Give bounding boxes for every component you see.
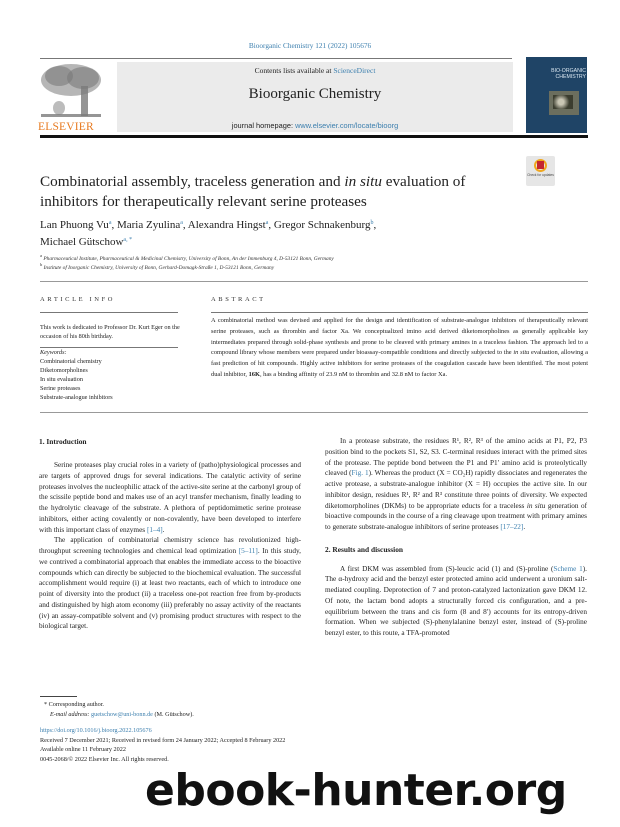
author-list: Lan Phuong Vu$^a$, Maria Zyulina$^a$, Alexandra Hingst$^a$, Gregor Schnakenburg$^b$, Michael Gütschow$^{a, *}$: [40, 219, 377, 248]
email-label: E-mail address:: [50, 710, 92, 718]
affiliation-marker[interactable]: a: [108, 220, 112, 226]
sciencedirect-link[interactable]: ScienceDirect: [333, 66, 376, 75]
body-column-right: [325, 436, 587, 639]
section-heading-results: 2. Results and discussion: [325, 544, 404, 554]
affiliation-marker[interactable]: b: [370, 220, 374, 226]
abstract-text: A combinatorial method was devised and applied for the design and identification of substrate-analogue inhibitors of therapeutically relevant serine proteases, such as thrombin and factor Xa. We conceptualized imino acid derived diketomorpholines as generally applicable key intermediates prepared through solid-phase synthesis and prone to be cleaved with primary amines in a traceless fashion. The approach led to a compound library whose members were prepared under bioassay-compatible conditions and directly subjected to the in situ evaluation, allowing a fast prediction of hit compounds. Highly active inhibitors for serine proteases of the coagulation cascade have been identified. The most potent dual inhibitor, 16K, has a binding affinity of 23.9 nM to thrombin and 32.8 nM to factor Xa.: [211, 317, 588, 378]
keyword: Combinatorial chemistry: [40, 358, 102, 366]
elsevier-tree-logo-icon: [39, 62, 103, 120]
elsevier-wordmark: ELSEVIER: [38, 121, 94, 133]
author-name[interactable]: Maria Zyulina: [116, 219, 181, 231]
body-paragraph: A first DKM was assembled from (S)-leucic acid (1) and (S)-proline (Scheme 1). The α-hydroxy acid and the benzyl ester protected amino acid underwent a uronium salt-mediated coupling. Deprotection of 7 and proton-catalyzed lactonization gave DKM 12. Of note, the lactam bond adopts a structurally forced cis configuration, and a pre-equilibrium between the trans and cis form (8 and 8′) accounts for its entropy-driven formation. When we subjected (S)-phenylalanine benzyl ester, instead of (S)-proline benzyl ester, to this route, a TFA-promoted: [325, 564, 587, 637]
journal-cover-image: [526, 57, 587, 133]
journal-homepage-line: [117, 121, 513, 130]
figure-link[interactable]: Fig. 1: [351, 469, 369, 478]
author-name[interactable]: Gregor Schnakenburg: [273, 219, 371, 231]
affiliation-marker[interactable]: a: [180, 220, 183, 226]
email-link[interactable]: guetschow@uni-bonn.de: [91, 710, 153, 718]
corresponding-author-label: * Corresponding author.: [44, 701, 104, 708]
dedication-note: This work is dedicated to Professor Dr. Kurt Eger on the occasion of his 80th birthday.: [40, 324, 180, 340]
paper-title: Combinatorial assembly, traceless generation and in situ evaluation of inhibitors for therapeutically relevant serine proteases: [40, 173, 466, 210]
affiliation-a: $^a$ Pharmaceutical Institute, Pharmaceutical & Medicinal Chemistry, University of Bonn, An der Immenburg 4, D-53121 Bonn, Germany: [40, 253, 334, 262]
crossmark-bookmark-icon: [537, 161, 544, 169]
publication-info: [40, 726, 440, 764]
body-paragraph: The application of combinatorial chemistry science has revolutionized high-throughput screening technologies and chemical lead optimization [5–11]. In this study, we contrived a combinatorial approach that enables the immediate access to the bioactive compounds which can directly be subjected to the biochemical evaluation. The successful accomplishment would require (i) at least two reactants, each of which to introduce one point of diversity into the product (ii) a traceless one-pot reaction free from by-products and distinguished by high atom economy (iii) preferably no assay activity of the reactants (iv) an assay-compatible solvent and (v) promising product structures with respect to the biological target.: [39, 536, 301, 631]
citation-link[interactable]: [5–11]: [238, 547, 258, 555]
journal-title: Bioorganic Chemistry: [248, 86, 382, 102]
watermark-text: ebook-hunter.org: [145, 765, 567, 816]
body-paragraph: Serine proteases play crucial roles in a variety of (patho)physiological processes and are targets of approved drugs for several indications. The catalytic activity of serine proteases involves the nucleophilic attack of the active-site serine at the carbonyl group of the scissile peptide bond and makes use of an acyl transfer mechanism, finally leading to the hydrolytic cleavage of the substrate. A plethora of peptidomimetic serine protease inhibitors, either acting covalently or non-covalently, have been developed to interfere with this important class of enzymes [1–4].: [39, 461, 301, 534]
author-name[interactable]: Lan Phuong Vu: [40, 219, 109, 231]
keywords-block: [40, 348, 180, 403]
section-heading-introduction: 1. Introduction: [39, 437, 87, 446]
journal-reference[interactable]: Bioorganic Chemistry 121 (2022) 105676: [248, 41, 372, 50]
author-name[interactable]: Michael Gütschow: [40, 236, 124, 248]
affiliation-b: $^b$ Institute of Inorganic Chemistry, University of Bonn, Gerhard-Domagk-Straße 1, D-53121 Bonn, Germany: [40, 262, 275, 271]
abstract-rule: [211, 312, 588, 313]
footnote-rule: [40, 696, 77, 697]
abstract-bottom-rule: [40, 412, 588, 413]
keyword: Diketomorpholines: [40, 367, 88, 375]
email-owner: (M. Gütschow).: [152, 710, 194, 718]
body-paragraph: In a protease substrate, the residues R¹, R², R³ of the amino acids at P1, P2, P3 position bind to the pockets S1, S2, S3. C-terminal residues interact with the primed sites of the protease. The peptide bond between the P1 and P1′ amino acid is proteolytically cleaved (Fig. 1). Whereas the product (X = CO₂H) rapidly dissociates and regenerates the active protease, a substrate-analogue inhibitor (X = H) occupies the active site. In our inhibitor design, residues R¹, R² and R³ constitute three points of diversity. We expected diketomorpholines (DKMs) to be appropriate educts for a traceless in situ generation of bioactive compounds in the course of a ring cleavage upon treatment with primary amines to generate substrate-analogue inhibitors of serine proteases [17–22].: [325, 437, 587, 531]
article-info-heading: ARTICLE INFO: [40, 296, 116, 303]
cover-title: BIO-ORGANIC CHEMISTRY: [551, 68, 586, 80]
homepage-label: journal homepage:: [231, 121, 296, 130]
copyright-notice: 0045-2068/© 2022 Elsevier Inc. All rights reserved.: [40, 755, 169, 763]
body-column-left: [39, 460, 301, 632]
homepage-link[interactable]: www.elsevier.com/locate/bioorg: [295, 121, 399, 130]
affiliation-marker[interactable]: a: [265, 220, 269, 226]
keywords-label: Keywords:: [40, 349, 67, 356]
citation-link[interactable]: [17–22]: [500, 523, 524, 531]
keyword: Substrate-analogue inhibitors: [40, 394, 113, 402]
affiliation-marker[interactable]: a, *: [123, 237, 133, 243]
contents-line: [117, 66, 513, 75]
available-online-date: Available online 11 February 2022: [40, 746, 126, 754]
affiliation-rule: [40, 281, 588, 282]
scheme-link[interactable]: Scheme 1: [553, 564, 583, 573]
keyword: Serine proteases: [40, 385, 81, 393]
check-for-updates-label: Check for updates: [527, 173, 554, 177]
keyword: In situ evaluation: [40, 376, 83, 384]
contents-label: Contents lists available at: [254, 66, 334, 75]
corresponding-author-note: [40, 700, 340, 719]
author-name[interactable]: Alexandra Hingst: [187, 219, 266, 231]
cover-photo: [549, 91, 579, 115]
header-bottom-rule: [40, 135, 588, 138]
article-info-rule: [40, 312, 178, 313]
abstract-heading: ABSTRACT: [211, 296, 266, 303]
citation-link[interactable]: [1–4]: [146, 525, 163, 534]
received-dates: Received 7 December 2021; Received in revised form 24 January 2022; Accepted 8 February 2022: [40, 736, 286, 744]
check-for-updates-badge[interactable]: [526, 156, 555, 186]
doi-link[interactable]: https://doi.org/10.1016/j.bioorg.2022.105676: [40, 727, 152, 734]
header-top-rule: [40, 58, 512, 59]
